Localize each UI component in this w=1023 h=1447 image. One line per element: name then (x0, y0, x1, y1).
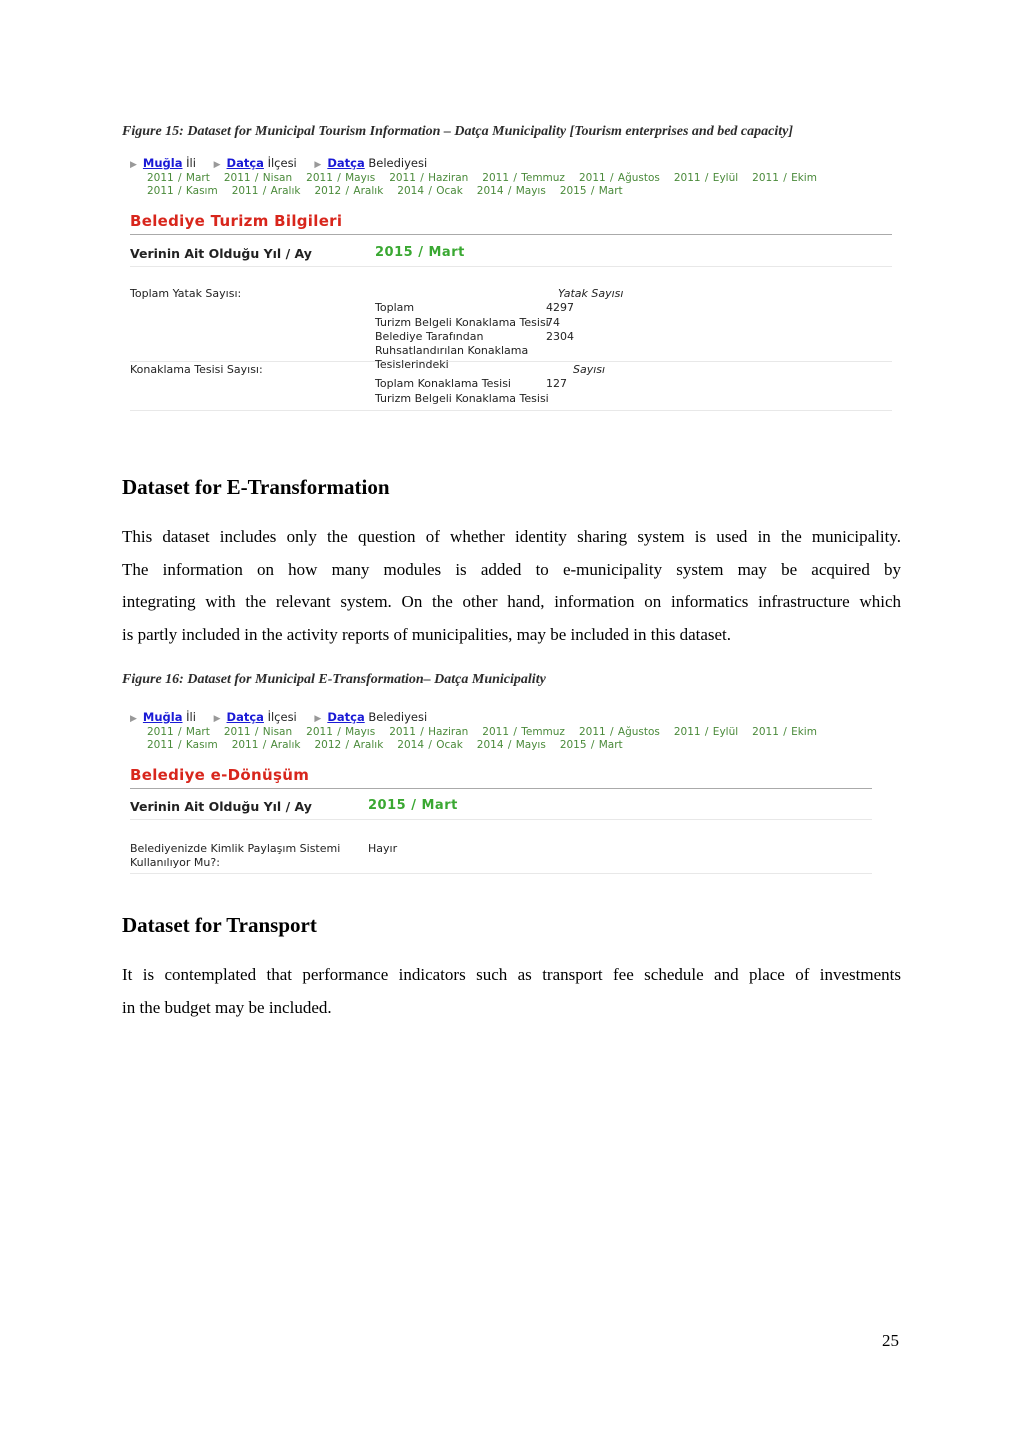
row-name: Toplam Konaklama Tesisi (375, 377, 511, 391)
month-link[interactable]: 2011 / Nisan (223, 726, 293, 738)
arrow-icon: ▶ (314, 160, 322, 170)
breadcrumb: ▶ Muğla İli ▶ Datça İlçesi ▶ Datça Belediyesi (130, 156, 428, 170)
identity-sharing-answer: Hayır (368, 842, 398, 855)
month-link[interactable]: 2011 / Mayıs (306, 172, 376, 184)
table-row (375, 301, 635, 315)
identity-sharing-question: Belediyenizde Kimlik Paylaşım Sistemi Kullanılıyor Mu?: (130, 842, 341, 869)
month-links (130, 172, 892, 198)
facility-label: Konaklama Tesisi Sayısı: (130, 363, 263, 376)
month-link[interactable]: 2011 / Haziran (389, 172, 469, 184)
month-link[interactable]: 2011 / Ağustos (578, 172, 660, 184)
table-row (375, 344, 635, 358)
breadcrumb-link-mugla[interactable]: Muğla (142, 710, 183, 724)
row-name: Turizm Belgeli Konaklama Tesisi (375, 315, 549, 329)
row-value: 127 (546, 377, 567, 391)
arrow-icon: ▶ (130, 714, 137, 724)
breadcrumb-link-datca-ilce[interactable]: Datça (226, 710, 264, 724)
arrow-icon: ▶ (314, 714, 322, 724)
year-value: 2015 / Mart (368, 798, 458, 813)
arrow-icon: ▶ (213, 714, 221, 724)
month-link[interactable]: 2011 / Haziran (389, 726, 469, 738)
breadcrumb: ▶ Muğla İli ▶ Datça İlçesi ▶ Datça Belediyesi (130, 710, 428, 724)
month-link[interactable]: 2011 / Eylül (673, 172, 739, 184)
arrow-icon: ▶ (213, 160, 221, 170)
month-link[interactable]: 2011 / Kasım (147, 739, 218, 751)
table-row (375, 330, 635, 344)
row-value: 4297 (546, 301, 574, 315)
month-link[interactable]: 2011 / Nisan (223, 172, 293, 184)
month-link[interactable]: 2011 / Ekim (752, 172, 817, 184)
section-heading-e-transformation: Dataset for E-Transformation (122, 475, 390, 499)
arrow-icon: ▶ (130, 160, 137, 170)
bed-capacity-table (375, 287, 635, 373)
e-transformation-panel (130, 710, 872, 874)
row-name: Toplam (375, 301, 415, 315)
month-link[interactable]: 2011 / Temmuz (482, 726, 565, 738)
facility-row (130, 362, 892, 411)
row-name: Belediye Tarafından (375, 329, 484, 343)
breadcrumb-link-datca-belediye[interactable]: Datça (327, 710, 365, 724)
breadcrumb-link-datca-belediye[interactable]: Datça (327, 156, 365, 170)
month-link[interactable]: 2011 / Mayıs (306, 726, 376, 738)
tourism-info-panel (130, 156, 892, 411)
month-link[interactable]: 2012 / Aralık (314, 185, 384, 197)
row-name: Turizm Belgeli Konaklama Tesisi (375, 391, 549, 405)
month-link[interactable]: 2011 / Kasım (147, 185, 218, 197)
row-value: 2304 (546, 329, 574, 343)
month-link[interactable]: 2014 / Ocak (397, 739, 463, 751)
year-row (130, 789, 872, 820)
month-link[interactable]: 2011 / Aralık (231, 185, 301, 197)
section-heading-transport: Dataset for Transport (122, 913, 317, 937)
table-row (375, 392, 635, 406)
figure-16-caption: Figure 16: Dataset for Municipal E-Transformation– Datça Municipality (122, 672, 546, 687)
month-link[interactable]: 2014 / Mayıs (476, 185, 546, 197)
month-link[interactable]: 2014 / Mayıs (476, 739, 546, 751)
paragraph-transport: It is contemplated that performance indicators such as transport fee schedule and place of investments in the budget may be included. (122, 965, 901, 1017)
facility-rows (375, 377, 635, 406)
month-link[interactable]: 2014 / Ocak (397, 185, 463, 197)
panel-title: Belediye Turizm Bilgileri (130, 212, 892, 235)
facility-count-header: Sayısı (573, 363, 606, 376)
month-links (130, 726, 872, 752)
facility-table (375, 363, 635, 406)
paragraph-e-transformation: This dataset includes only the question of whether identity sharing system is used in the municipality. The information on how many modules is added to e-municipality system may be acquired by integrating with the relevant system. On the other hand, information on informatics infrastructure which is partly included in the activity reports of municipalities, may be included in this dataset. (122, 527, 901, 644)
month-link[interactable]: 2011 / Temmuz (482, 172, 565, 184)
row-name: Ruhsatlandırılan Konaklama (375, 344, 529, 358)
month-link[interactable]: 2011 / Ekim (752, 726, 817, 738)
breadcrumb-link-mugla[interactable]: Muğla (142, 156, 183, 170)
row-value: 74 (546, 315, 560, 329)
month-link[interactable]: 2015 / Mart (559, 739, 623, 751)
panel-title: Belediye e-Dönüşüm (130, 766, 872, 789)
year-label: Verinin Ait Olduğu Yıl / Ay (130, 246, 312, 261)
bed-count-header: Yatak Sayısı (558, 287, 624, 300)
year-value: 2015 / Mart (375, 245, 465, 260)
month-link[interactable]: 2011 / Eylül (673, 726, 739, 738)
year-label: Verinin Ait Olduğu Yıl / Ay (130, 799, 312, 814)
month-link[interactable]: 2011 / Mart (147, 726, 210, 738)
month-link[interactable]: 2011 / Ağustos (578, 726, 660, 738)
month-link[interactable]: 2011 / Mart (147, 172, 210, 184)
table-row (375, 316, 635, 330)
breadcrumb-link-datca-ilce[interactable]: Datça (226, 156, 264, 170)
year-row (130, 235, 892, 267)
page-number: 25 (882, 1331, 899, 1350)
month-link[interactable]: 2011 / Aralık (231, 739, 301, 751)
table-row (375, 377, 635, 391)
figure-15-caption: Figure 15: Dataset for Municipal Tourism Information – Datça Municipality [Tourism enterprises and bed capacity] (122, 124, 794, 139)
month-link[interactable]: 2012 / Aralık (314, 739, 384, 751)
month-link[interactable]: 2015 / Mart (559, 185, 623, 197)
bed-capacity-label: Toplam Yatak Sayısı: (130, 287, 242, 300)
identity-sharing-row (130, 820, 872, 874)
row-name: Tesislerindeki (375, 358, 449, 372)
